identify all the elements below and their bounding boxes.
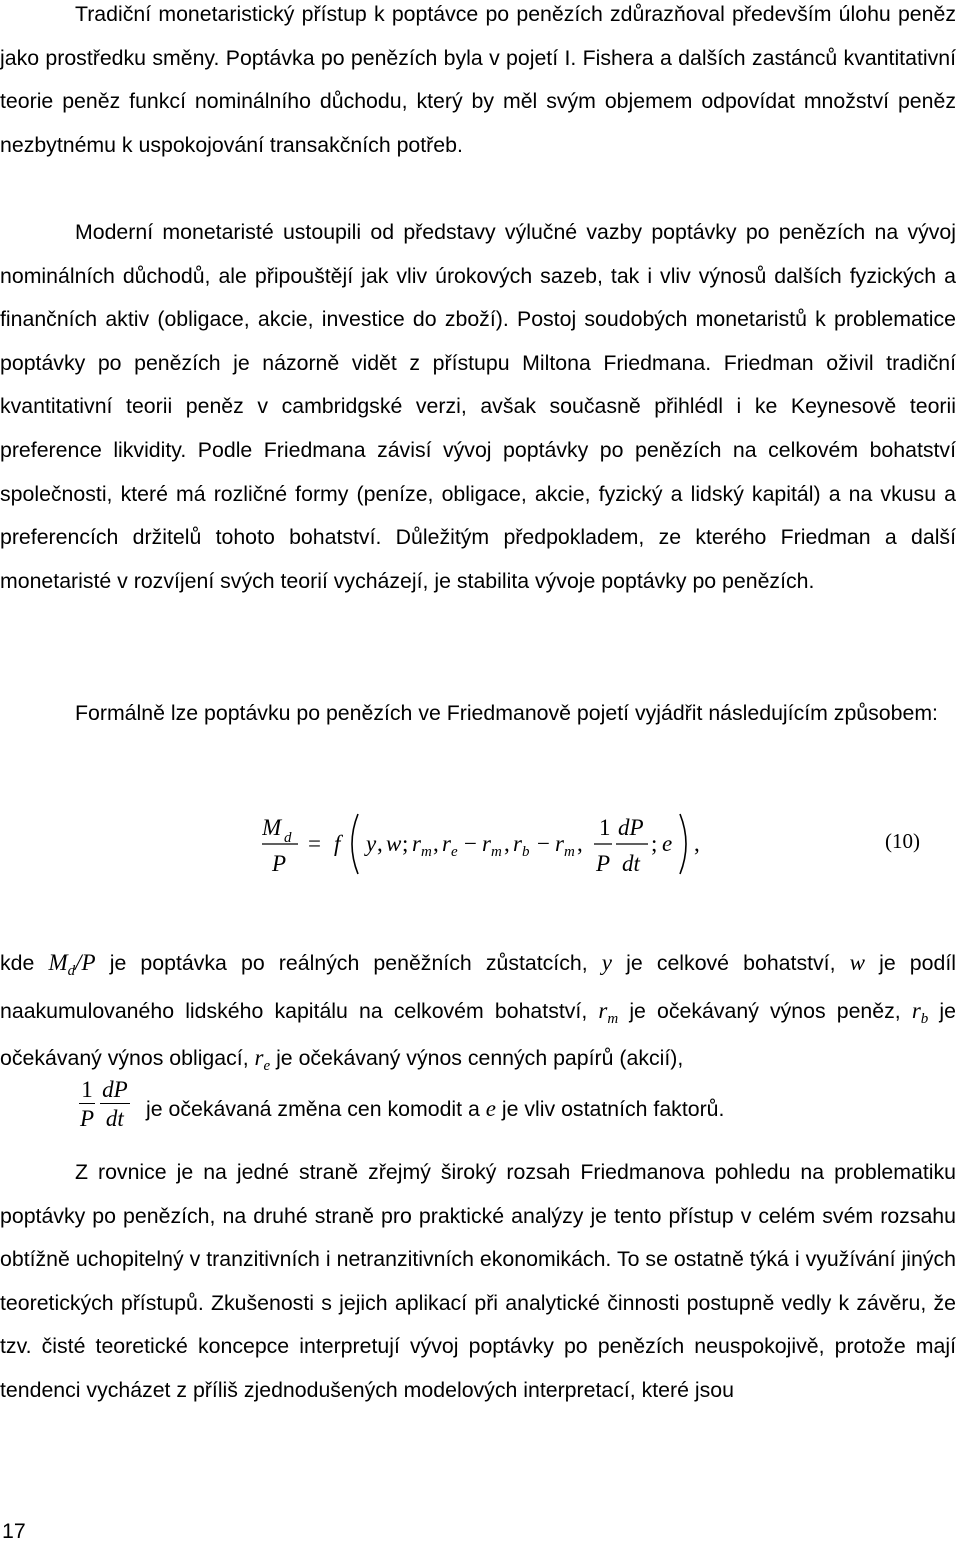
eq-equals: =: [308, 831, 321, 856]
eq-arg-r5: r: [555, 831, 564, 856]
def-var-rb-sub: b: [920, 1010, 929, 1027]
eq-lhs-num: M: [262, 815, 282, 840]
eq-frac-dp: dP: [618, 815, 644, 840]
def-text-7: je očekávaný výnos cenných papírů (akcií),: [270, 1046, 684, 1071]
eq-last-e: e: [662, 831, 673, 856]
eq-frac-den: P: [596, 851, 611, 876]
def-var-y: y: [601, 950, 612, 975]
def-var-re: r: [254, 1045, 264, 1071]
def-var-w: w: [849, 950, 865, 975]
def-var-re-sub: e: [263, 1058, 271, 1075]
eq-lhs-num-sub: d: [284, 830, 292, 846]
eq-arg-r4-sub: b: [522, 844, 530, 860]
def-var-e: e: [485, 1096, 496, 1121]
def-text-2: je poptávka po reálných peněžních zůstatcích,: [95, 951, 602, 975]
eq-arg-r1-sub: m: [421, 844, 432, 860]
svg-text:;: ;: [651, 831, 658, 856]
paragraph-2: Moderní monetaristé ustoupili od představy výlučné vazby poptávky po penězích na vývoj nominálních důchodů, ale připouštějí jak vliv úrokových sazeb, tak i vliv výnosů dalších fyzických a finančních aktiv (obligace, akcie, investice do zboží). Postoj soudobých monetaristů k problematice poptávky po penězích je názorně vidět z přístupu Miltona Friedmana. Friedman oživil tradiční kvantitativní teorii peněz v cambridgské verzi, avšak současně přihlédl i ke Keynesově teorii preference likvidity. Podle Friedmana závisí vývoj poptávky po penězích na celkovém bohatství společnosti, které má rozličné formy (peníze, obligace, akcie, fyzický a lidský kapitál) a na vkusu a preferencích držitelů tohoto bohatství. Důležitým předpokladem, ze kterého Friedman a další monetaristé v rozvíjení svých teorií vycházejí, je stabilita vývoje poptávky po penězích.: [0, 220, 956, 593]
def-text-4: je podíl naakumulovaného lidského kapitálu na celkovém bohatství,: [0, 951, 956, 1023]
eq-arg-r3-sub: m: [491, 844, 502, 860]
def-text-5: je očekávaný výnos peněz,: [618, 998, 912, 1023]
def-text-9: je vliv ostatních faktorů.: [495, 1097, 725, 1121]
eq-frac-num: 1: [599, 815, 611, 840]
equation-number: (10): [885, 829, 920, 853]
def-var-md-sub: d: [67, 963, 76, 979]
svg-text:,: ,: [504, 831, 510, 856]
eq-arg-r1: r: [412, 831, 421, 856]
svg-text:−: −: [464, 831, 477, 856]
def-fraction: [78, 1078, 130, 1130]
eq-arg-r2: r: [442, 831, 451, 856]
def-frac-dp: dP: [102, 1077, 128, 1102]
def-var-rm-sub: m: [607, 1010, 619, 1027]
def-var-p: /P: [75, 950, 96, 975]
eq-arg-r5-sub: m: [564, 844, 575, 860]
svg-text:,: ,: [577, 831, 583, 856]
def-var-md: M: [48, 950, 68, 975]
eq-arg-y: y: [366, 831, 377, 856]
eq-arg-r3: r: [482, 831, 491, 856]
def-var-rb: r: [911, 997, 921, 1023]
def-frac-den: P: [80, 1106, 95, 1131]
eq-function: f: [334, 831, 341, 856]
def-frac-dt: dt: [105, 1106, 124, 1131]
svg-text:,: ,: [433, 831, 439, 856]
svg-text:,: ,: [694, 831, 700, 856]
def-text-6: je očekávaný výnos obligací,: [0, 998, 956, 1071]
def-frac-num: 1: [81, 1077, 93, 1102]
definitions-paragraph: [0, 941, 956, 1084]
equation-10: [262, 810, 782, 880]
eq-arg-w: w: [386, 831, 402, 856]
svg-text:;: ;: [402, 831, 409, 856]
def-text-8: je očekávaná změna cen komodit a: [146, 1097, 486, 1121]
eq-arg-r4: r: [513, 831, 522, 856]
svg-text:−: −: [537, 831, 550, 856]
def-text-3: je celkové bohatství,: [611, 951, 850, 975]
svg-text:,: ,: [377, 831, 383, 856]
paragraph-closing: Z rovnice je na jedné straně zřejmý široký rozsah Friedmanova pohledu na problematiku poptávky po penězích, na druhé straně pro praktické analýzy je tento přístup v celém svém rozsahu obtížně uchopitelný v tranzitivních i netranzitivních ekonomikách. To se ostatně týká i využívání jiných teoretických přístupů. Zkušenosti s jejich aplikací při analytické činnosti postupně vedly k závěru, že tzv. čisté teoretické koncepce interpretují vývoj poptávky po penězích neuspokojivě, protože mají tendenci vycházet z příliš zjednodušených modelových interpretací, které jsou: [0, 1160, 956, 1402]
eq-arg-r2-sub: e: [451, 844, 458, 860]
def-var-rm: r: [598, 997, 608, 1023]
page-number: 17: [2, 1519, 26, 1543]
eq-lhs-den: P: [272, 851, 287, 876]
eq-frac-dt: dt: [622, 851, 640, 876]
paragraph-3: Formálně lze poptávku po penězích ve Friedmanově pojetí vyjádřit následujícím způsobem:: [75, 701, 938, 725]
paragraph-1: Tradiční monetaristický přístup k poptávce po penězích zdůrazňoval především úlohu peněz jako prostředku směny. Poptávka po penězích byla v pojetí I. Fishera a dalších zastánců kvantitativní teorie peněz funkcí nominálního důchodu, který by měl svým objemem odpovídat množství peněz nezbytnému k uspokojování transakčních potřeb.: [0, 2, 956, 157]
def-text-1: kde: [0, 951, 49, 975]
